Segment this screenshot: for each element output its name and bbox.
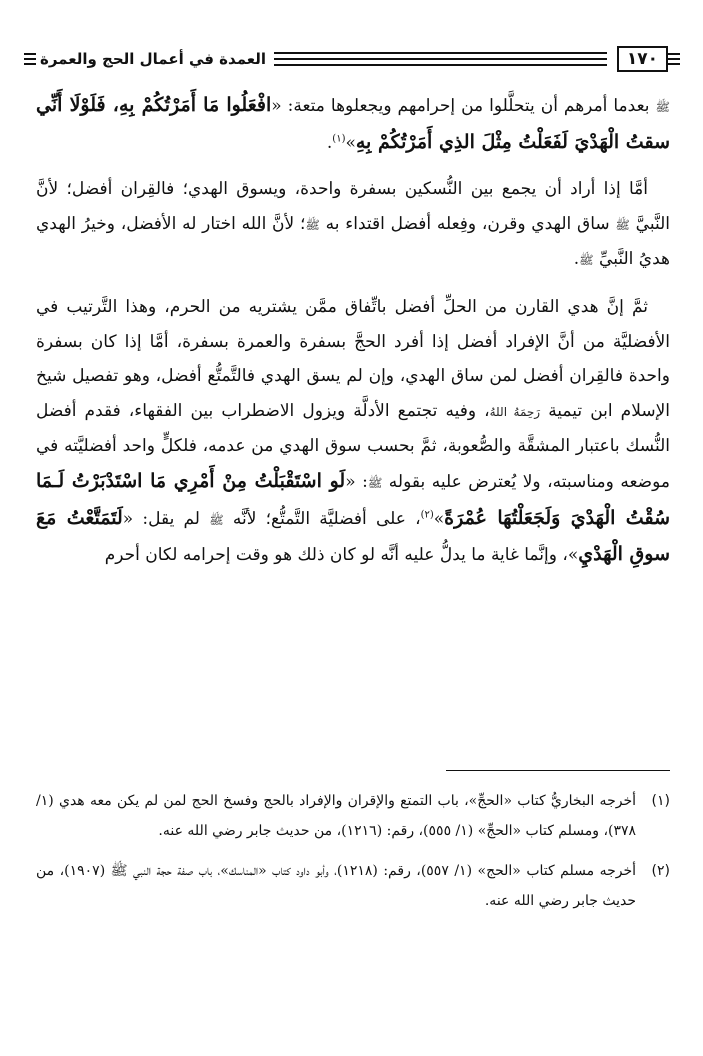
text-run: لم يقل: « — [122, 508, 210, 529]
paragraph-1 — [36, 88, 670, 160]
text-run: ساق الهدي وقرن، وفِعله أفضل اقتداء به — [319, 213, 616, 234]
text-run: أمَّا إذا أراد أن يجمع بين النُّسكين بسفرة واحدة، ويسوق الهدي؛ فالقِران أفضل؛ لأنَّ النَّبيَّ — [36, 179, 670, 234]
honorific-icon: ﷺ — [615, 217, 630, 232]
main-text — [36, 88, 670, 585]
footnote-ref-2[interactable]: (٢) — [420, 508, 434, 520]
running-title: العمدة في أعمال الحج والعمرة — [40, 50, 266, 68]
text-run: ؛ لأنَّ الله اختار له الأفضل، وخيرُ الهدي هديُ النَّبيِّ — [36, 213, 670, 270]
honorific-icon: ﷺ — [655, 100, 670, 114]
footnote-text: أخرجه مسلم كتاب «الحج» (١/ ٥٥٧)، رقم: (١٢١٨)، وأبو داود كتاب «المناسك»، باب صفة حجة النبي ﷺ (١٩٠٧)، من حديث جابر رضي الله عنه. — [36, 863, 636, 909]
text-run: »، وإنَّما غاية ما يدلُّ عليه أنَّه لو كان ذلك هو وقت إحرامه لكان أحرم — [104, 545, 579, 566]
footnote-1 — [36, 786, 670, 846]
page-number: ١٧٠ — [617, 46, 668, 72]
hadith-quote: افْعَلُوا مَا أَمَرْتُكُمْ بِهِ، فَلَوْلَا أَنِّي سقتُ الْهَدْيَ لَفَعَلْتُ مِثْلَ الذِي أَمَرْتُكُمْ بِهِ — [36, 94, 670, 153]
text-run: . — [326, 132, 333, 153]
paragraph-2 — [36, 172, 670, 278]
footnote-ref-1[interactable]: (١) — [332, 132, 346, 144]
header-rule — [274, 52, 607, 66]
footnotes — [36, 786, 670, 926]
header-ornament-left — [24, 53, 36, 65]
text-run: : « — [345, 471, 368, 492]
text-run: ، على أفضليَّة التَّمتُّع؛ لأنَّه — [223, 508, 421, 529]
footnote-number: (٢) — [651, 863, 670, 879]
honorific-icon: ﷺ — [367, 475, 383, 490]
footnote-number: (١) — [651, 793, 670, 809]
hadith-quote: لَتَمَتَّعْتُ مَعَ سوقِ الْهَدْيِ — [36, 506, 670, 566]
text-run: . — [573, 249, 580, 270]
footnote-separator — [446, 770, 670, 771]
text-run: بعدما أمرهم أن يتحلَّلوا من إحرامهم ويجعلوها متعة: « — [271, 96, 656, 116]
page-header — [24, 46, 680, 72]
footnote-2 — [36, 856, 670, 916]
text-run: » — [345, 132, 356, 153]
honorific-icon: رَحِمَهُ اللهُ — [489, 404, 541, 419]
text-run: ، وفيه تجتمع الأدلَّة ويزول الاضطراب بين الفقهاء، فقدم أفضل النُّسك باعتبار المشقَّة والصُّعوبة، ثمَّ بحسب سوق الهدي من عدمه، فلكلٍّ واحد أفضليَّته في موضعه ومناسبته، ولا يُعترض عليه بقوله — [36, 400, 670, 492]
footnote-text: أخرجه البخاريُّ كتاب «الحجِّ»، باب التمتع والإقران والإفراد بالحج وفسخ الحج لمن لم يكن معه هدي (١/ ٣٧٨)، ومسلم كتاب «الحجِّ» (١/ ٥٥٥)، رقم: (١٢١٦)، من حديث جابر رضي الله عنه. — [36, 793, 636, 839]
honorific-icon: ﷺ — [579, 253, 594, 268]
hadith-quote: لَو اسْتَقْبَلْتُ مِنْ أَمْرِي مَا اسْتَدْبَرْتُ لَـمَا سُقْتُ الْهَدْيَ وَلَجَعَلْتُهَا عُمْرَةً — [36, 469, 670, 529]
text-run: » — [433, 508, 445, 529]
paragraph-3 — [36, 290, 670, 573]
honorific-icon: ﷺ — [209, 512, 224, 527]
text-run: ثمَّ إنَّ هدي القارن من الحلِّ أفضل باتِّفاق ممَّن يشتريه من الحرم، وهذا التَّرتيب في الأفضليَّة من أنَّ الإفراد أفضل إذا أفرد الحجَّ بسفرة والعمرة بسفرة، أمَّا إذا كان بسفرة واحدة فالقِران أفضل لمن ساق الهدي، وإن لم يسق الهدي فالتَّمتُّع أفضل، وهو تفصيل شيخ الإسلام ابن تيمية — [36, 296, 671, 421]
honorific-icon: ﷺ — [305, 217, 320, 232]
header-ornament-right — [668, 53, 680, 65]
